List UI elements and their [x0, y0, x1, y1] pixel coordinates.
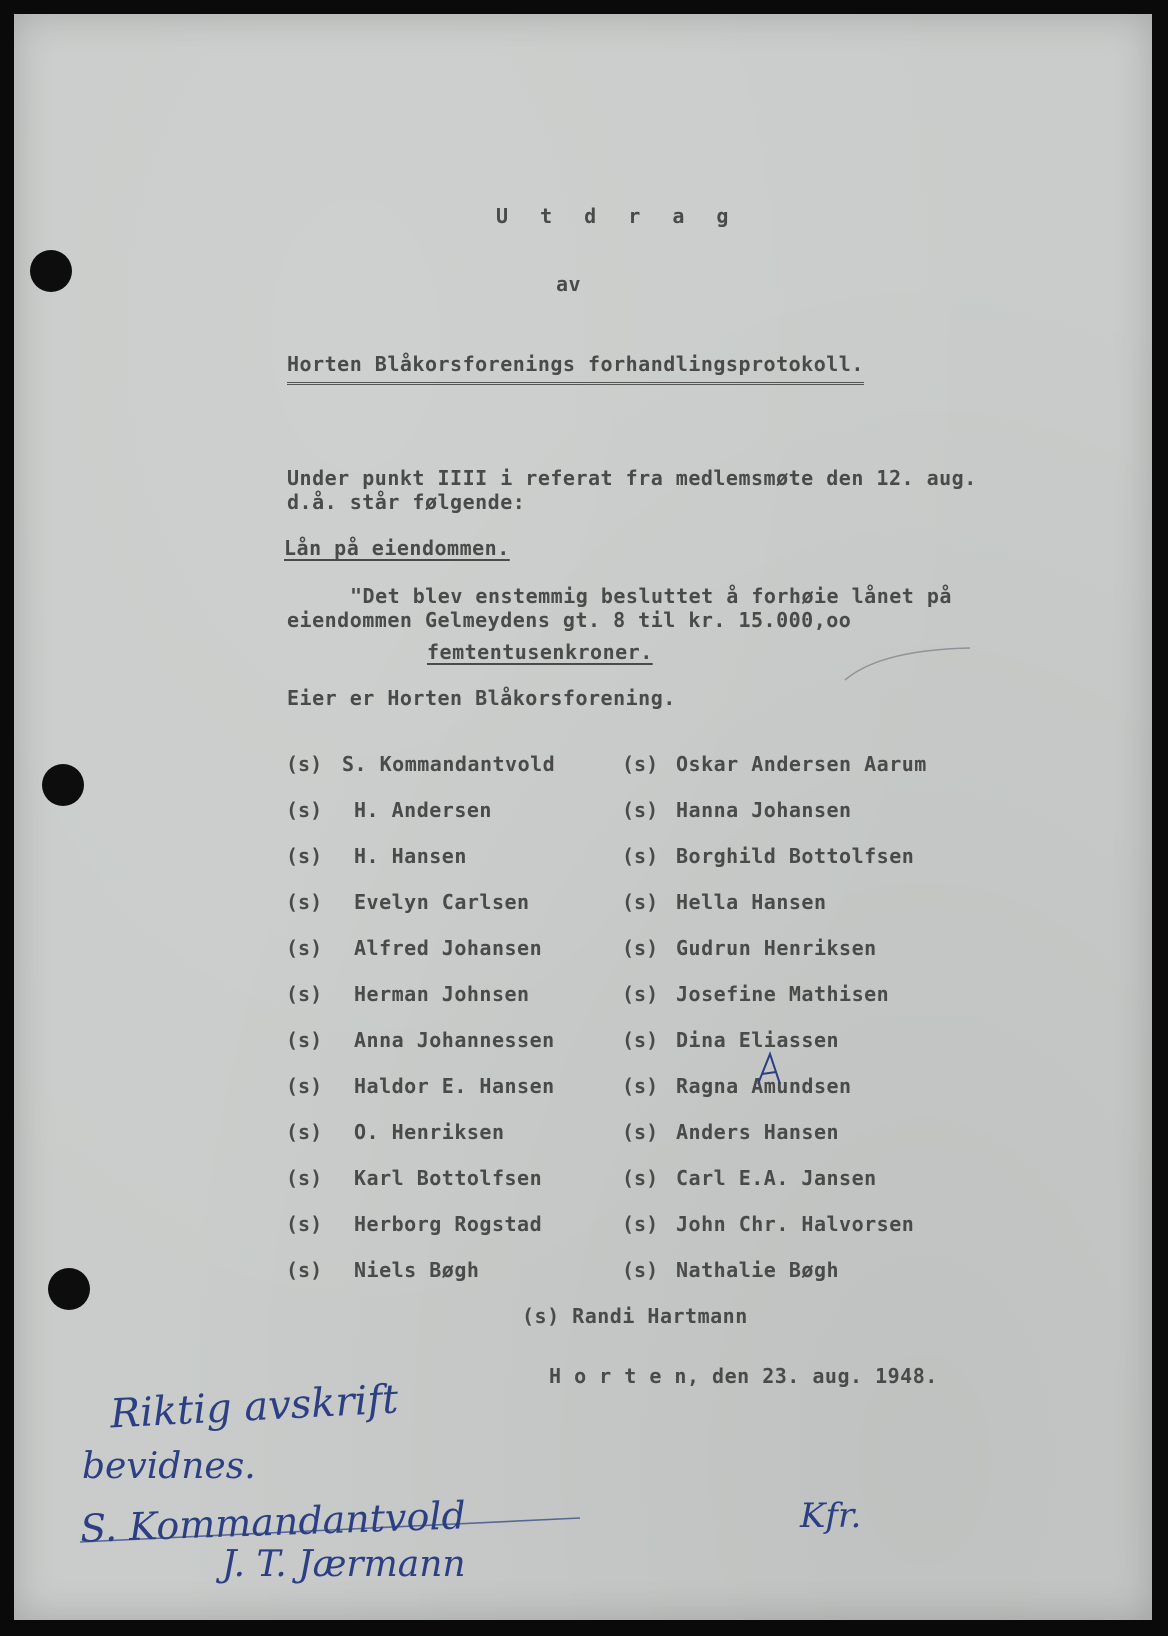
signature-prefix: (s) — [286, 1166, 323, 1190]
signature-name: Herman Johnsen — [354, 982, 530, 1006]
signature-name: Hella Hansen — [676, 890, 827, 914]
signature-name: Josefine Mathisen — [676, 982, 890, 1006]
pen-correction-mark — [754, 1050, 784, 1090]
signature-name: Oskar Andersen Aarum — [676, 752, 927, 776]
signature-name: Carl E.A. Jansen — [676, 1166, 877, 1190]
signature-name: H. Andersen — [354, 798, 492, 822]
signature-name: S. Kommandantvold — [342, 752, 556, 776]
signature-prefix: (s) — [286, 1120, 323, 1144]
punch-hole-middle — [42, 764, 84, 806]
signature-name: Evelyn Carlsen — [354, 890, 530, 914]
signature-prefix: (s) — [286, 1074, 323, 1098]
intro-line-1: Under punkt IIII i referat fra medlemsmøte den 12. aug. — [287, 466, 977, 490]
signature-name: Nathalie Bøgh — [676, 1258, 840, 1282]
signature-prefix: (s) — [622, 1166, 659, 1190]
signature-prefix: (s) — [622, 1028, 659, 1052]
signature-prefix: (s) — [622, 1074, 659, 1098]
signature-prefix: (s) — [622, 936, 659, 960]
intro-line-2: d.å. står følgende: — [287, 490, 526, 514]
signature-name: Dina Eliassen — [676, 1028, 840, 1052]
place-date: H o r t e n, den 23. aug. 1948. — [549, 1364, 938, 1388]
signature-prefix: (s) — [622, 1212, 659, 1236]
signature-prefix: (s) — [622, 752, 659, 776]
signature-name: Hanna Johansen — [676, 798, 852, 822]
signature-prefix: (s) — [622, 798, 659, 822]
signature-prefix: (s) — [286, 752, 323, 776]
signature-name: Gudrun Henriksen — [676, 936, 877, 960]
handwriting-line-4: J. T. Jærmann — [222, 1544, 466, 1585]
owner-line: Eier er Horten Blåkorsforening. — [287, 686, 676, 710]
section-heading: Lån på eiendommen. — [284, 536, 510, 560]
signature-name: Borghild Bottolfsen — [676, 844, 915, 868]
document-heading: Horten Blåkorsforenings forhandlingsprotokoll. — [287, 352, 864, 385]
signature-prefix: (s) — [286, 982, 323, 1006]
signature-name: O. Henriksen — [354, 1120, 505, 1144]
handwriting-line-3: S. Kommandantvold — [79, 1493, 467, 1551]
signature-name: Niels Bøgh — [354, 1258, 480, 1282]
signature-last: (s) Randi Hartmann — [522, 1304, 748, 1328]
signature-prefix: (s) — [286, 1028, 323, 1052]
signature-name: Herborg Rogstad — [354, 1212, 543, 1236]
punch-hole-bottom — [48, 1268, 90, 1310]
signature-prefix: (s) — [286, 890, 323, 914]
signature-prefix: (s) — [286, 1258, 323, 1282]
signature-prefix: (s) — [622, 1120, 659, 1144]
punch-hole-top — [30, 250, 72, 292]
signature-name: John Chr. Halvorsen — [676, 1212, 915, 1236]
signature-name: Alfred Johansen — [354, 936, 543, 960]
document-title: U t d r a g — [496, 204, 739, 228]
quote-line-1: "Det blev enstemmig besluttet å forhøie lånet på — [350, 584, 952, 608]
signature-prefix: (s) — [286, 844, 323, 868]
quote-line-2: eiendommen Gelmeydens gt. 8 til kr. 15.000,oo — [287, 608, 852, 632]
signature-prefix: (s) — [622, 1258, 659, 1282]
signature-prefix: (s) — [286, 798, 323, 822]
signature-name: Anna Johannessen — [354, 1028, 555, 1052]
signature-name: Anders Hansen — [676, 1120, 840, 1144]
handwriting-line-1: Riktig avskrift — [108, 1376, 400, 1438]
signature-underline-stroke — [70, 1512, 590, 1552]
signature-name: Haldor E. Hansen — [354, 1074, 555, 1098]
signature-prefix: (s) — [286, 936, 323, 960]
document-subtitle: av — [556, 272, 582, 296]
signature-name: Karl Bottolfsen — [354, 1166, 543, 1190]
signature-prefix: (s) — [622, 844, 659, 868]
quote-line-3: femtentusenkroner. — [427, 640, 653, 664]
signature-name: H. Hansen — [354, 844, 467, 868]
handwriting-initials: Kfr. — [800, 1496, 862, 1536]
pen-stroke-mark — [840, 640, 980, 700]
signature-prefix: (s) — [286, 1212, 323, 1236]
handwriting-line-2: bevidnes. — [82, 1446, 256, 1487]
signature-name: Ragna Amundsen — [676, 1074, 852, 1098]
signature-prefix: (s) — [622, 890, 659, 914]
signature-prefix: (s) — [622, 982, 659, 1006]
